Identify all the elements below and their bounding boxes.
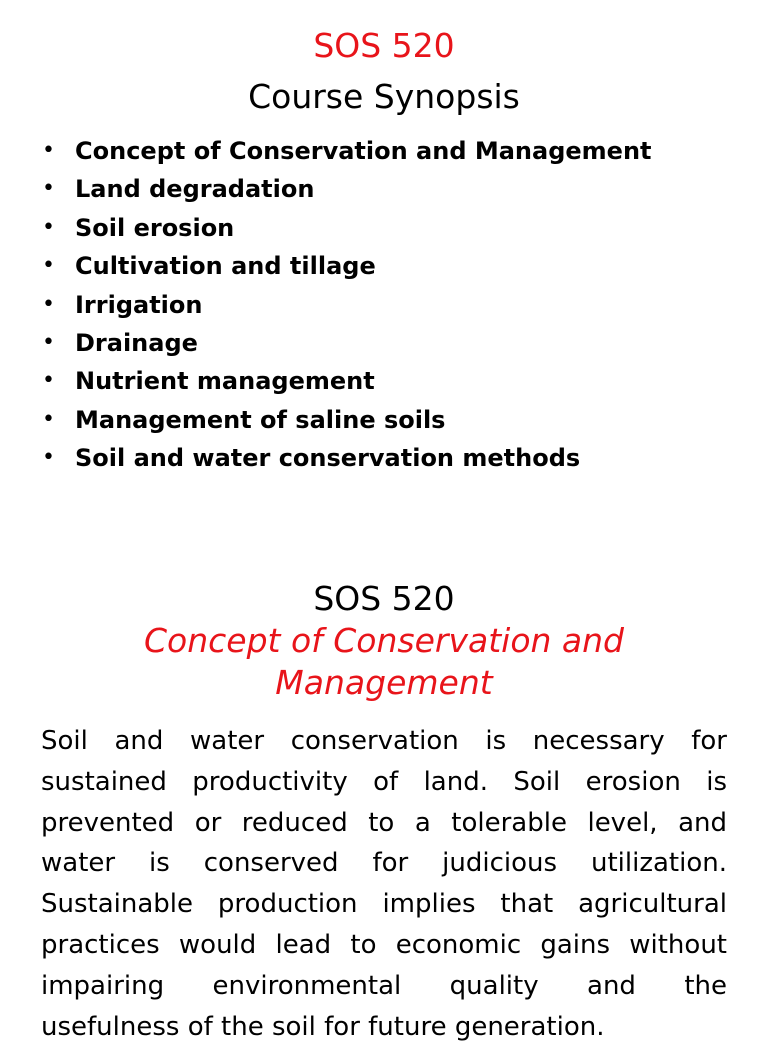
list-item-text: Soil erosion <box>75 213 235 242</box>
paragraph-line: usefulness of the soil for future generation. <box>41 1011 605 1042</box>
course-synopsis-title: Course Synopsis <box>248 77 520 116</box>
paragraph-line: practices would lead to economic gains without <box>41 929 727 960</box>
paragraph-line: Sustainable production implies that agricultural <box>41 889 727 920</box>
bullet-icon: • <box>42 138 55 163</box>
list-item-text: Land degradation <box>75 175 315 204</box>
bullet-icon: • <box>42 406 55 432</box>
list-item-text: Soil and water conservation methods <box>75 444 581 473</box>
bullet-icon: • <box>42 253 55 279</box>
list-item-text: Irrigation <box>75 290 203 319</box>
section-heading-line2: Management <box>275 663 493 702</box>
bullet-icon: • <box>42 329 55 355</box>
list-item-text: Drainage <box>75 328 198 357</box>
body-paragraph <box>41 721 727 1047</box>
bullet-icon: • <box>42 291 55 317</box>
list-item-text: Nutrient management <box>75 367 375 396</box>
paragraph-line: Soil and water conservation is necessary for <box>41 726 727 756</box>
course-code-heading: SOS 520 <box>313 26 455 65</box>
list-item-text: Concept of Conservation and Management <box>75 137 652 165</box>
paragraph-line: sustained productivity of land. Soil erosion is <box>41 766 727 797</box>
section-heading-line1: Concept of Conservation and <box>143 621 624 660</box>
list-item-text: Management of saline soils <box>75 405 446 434</box>
paragraph-line: prevented or reduced to a tolerable level, and <box>41 807 727 838</box>
list-item-text: Cultivation and tillage <box>75 252 376 281</box>
bullet-icon: • <box>42 445 55 471</box>
paragraph-line: water is conserved for judicious utilization. <box>41 848 727 879</box>
bullet-icon: • <box>42 176 55 202</box>
bullet-icon: • <box>42 368 55 394</box>
course-code-subheading: SOS 520 <box>313 579 455 618</box>
section-heading <box>90 620 678 704</box>
bullet-icon: • <box>42 214 55 240</box>
paragraph-line: impairing environmental quality and the <box>41 970 727 1001</box>
